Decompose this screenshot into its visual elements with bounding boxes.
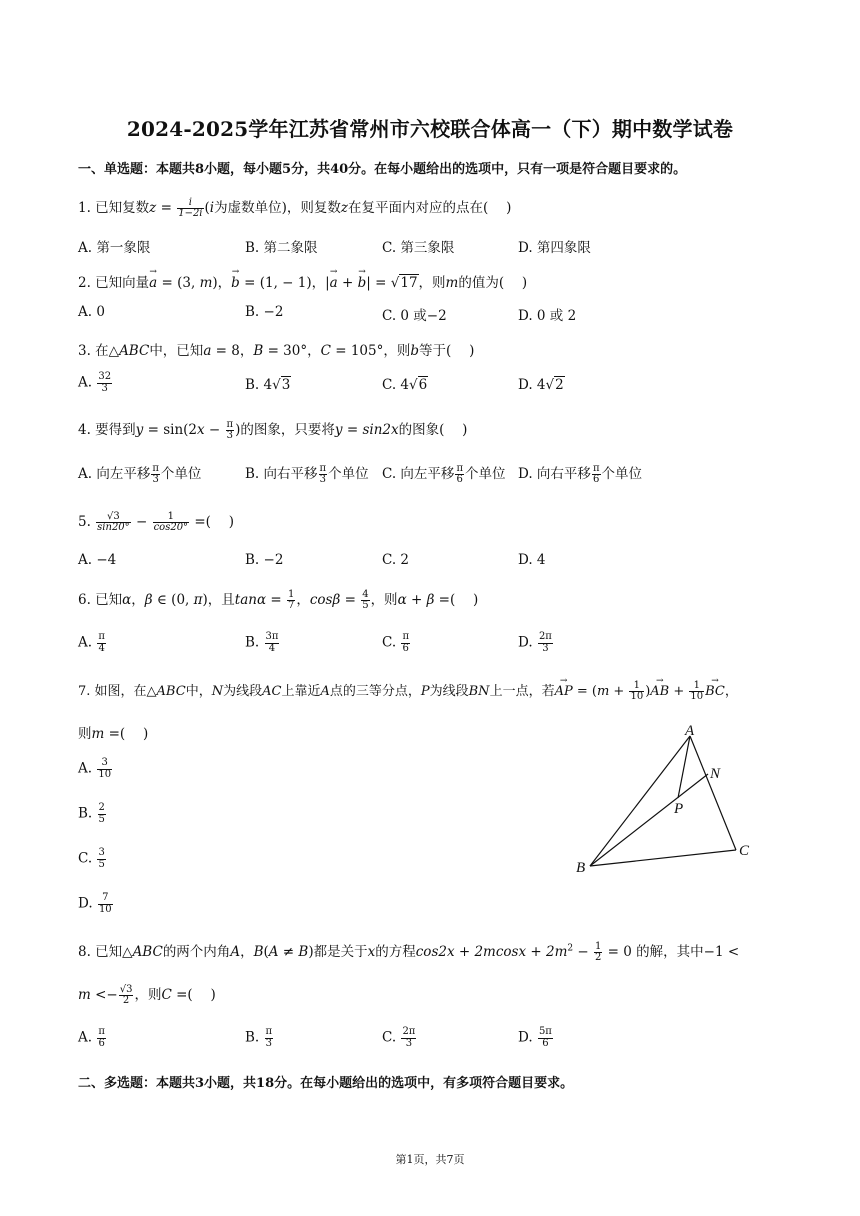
vector-b: → b: [358, 275, 367, 291]
q8-text: (: [263, 944, 269, 960]
frac-num: 1: [689, 681, 704, 693]
frac-den: 4: [98, 642, 105, 654]
frac-den: 5: [98, 813, 105, 825]
section-single-choice-header: 一、单选题：本题共8小题，每小题5分，共40分。在每小题给出的选项中，只有一项是符合题目要求的。: [78, 162, 687, 177]
option-label: D. 向右平移: [518, 466, 591, 482]
q8-var: A ≠ B: [268, 944, 309, 960]
q6-text: 6. 已知: [78, 592, 123, 608]
option-sqrt: √2: [545, 377, 564, 393]
frac-num: √3: [119, 983, 133, 995]
q3-text: 3. 在△: [78, 343, 120, 359]
q1-text: 为虚数单位)，则复数: [214, 200, 341, 216]
q7-option-a[interactable]: [78, 758, 113, 780]
radicand: 17: [400, 275, 418, 291]
option-label: B. 4: [245, 377, 273, 393]
q2-option-a[interactable]: A. 0: [78, 304, 105, 320]
option-label: C. 4: [382, 377, 410, 393]
q6-var: α + β: [397, 592, 435, 608]
option-sqrt: √6: [409, 377, 428, 393]
q5-option-a[interactable]: A. −4: [78, 552, 117, 568]
q5-text: −: [131, 514, 152, 530]
q8-text: )都是关于: [308, 944, 368, 960]
option-label: D.: [518, 1029, 537, 1046]
q1-var: z: [340, 200, 349, 216]
q7-text: 上靠近: [281, 684, 321, 699]
option-fraction: [97, 632, 106, 654]
q6-text: ∈ (0,: [152, 592, 194, 608]
option-fraction: [455, 464, 464, 486]
q4-option-b[interactable]: [245, 462, 369, 486]
q1-text: 在复平面内对应的点在( ): [348, 200, 512, 216]
option-label: B. 向右平移: [245, 466, 318, 482]
option-fraction: [592, 464, 601, 486]
q3-text: = 30°，: [263, 343, 321, 359]
q1-option-b[interactable]: B. 第二象限: [245, 240, 318, 256]
q8-option-c[interactable]: [382, 1027, 417, 1049]
option-label: A.: [78, 760, 97, 777]
frac-den: 6: [542, 1037, 549, 1049]
frac-num: 3π: [265, 631, 279, 642]
q3-option-b[interactable]: [245, 377, 291, 393]
vector-ap: → AP: [555, 684, 573, 699]
segment-ac: [690, 736, 736, 850]
q5-fraction: [153, 512, 189, 534]
q6-option-a[interactable]: [78, 632, 107, 654]
q2-text: 2. 已知向量: [78, 275, 150, 291]
frac-den: 4: [268, 642, 276, 654]
q1-option-c[interactable]: C. 第三象限: [382, 240, 455, 256]
q3-text: 等于( ): [419, 343, 475, 359]
frac-den: 10: [690, 691, 704, 702]
option-sqrt: √3: [272, 377, 291, 393]
q4-text: −: [204, 422, 225, 438]
frac-den: 6: [593, 474, 600, 485]
q2-option-c[interactable]: C. 0 或−2: [382, 308, 447, 324]
q8-var: B: [253, 944, 264, 960]
frac-num: 5π: [538, 1026, 552, 1037]
frac-num: 2: [98, 802, 105, 813]
frac-num: π: [98, 631, 105, 642]
option-label: C.: [78, 850, 97, 867]
q4-fraction: [226, 420, 235, 442]
vector-b: → b: [231, 275, 240, 291]
option-label: A.: [78, 1029, 97, 1046]
q6-text: )，且: [202, 592, 235, 608]
frac-den: 3: [226, 430, 234, 441]
q3-option-c[interactable]: [382, 377, 428, 393]
frac-num: π: [319, 462, 327, 474]
frac-den: 5: [98, 858, 105, 870]
q2-text: +: [337, 275, 358, 291]
radicand: 2: [555, 377, 564, 393]
frac-num: 32: [98, 371, 112, 382]
q8-text: = 0 的解，其中−1 <: [603, 944, 740, 960]
q5-text: =( ): [190, 514, 234, 530]
q8-option-d[interactable]: [518, 1027, 554, 1049]
q8-fraction: [119, 985, 134, 1007]
q5-option-d[interactable]: D. 4: [518, 552, 546, 568]
vector-a: → a: [149, 275, 157, 291]
question-6: [78, 588, 478, 612]
q8-text: 8. 已知△: [78, 944, 133, 960]
frac-den: 3: [405, 1037, 413, 1049]
option-fraction: [538, 1027, 553, 1049]
q1-option-a[interactable]: A. 第一象限: [78, 240, 151, 256]
q6-var: cosβ: [309, 592, 341, 608]
q4-text: 4. 要得到: [78, 422, 136, 438]
q6-var: α: [122, 592, 132, 608]
q7-text: +: [609, 684, 629, 699]
q4-text: )的图象，只要将: [235, 422, 335, 438]
option-fraction: [265, 632, 280, 654]
q2-option-b[interactable]: B. −2: [245, 304, 284, 320]
triangle-figure: [560, 720, 770, 880]
q5-text: 5.: [78, 514, 96, 530]
q4-var: y: [135, 422, 144, 438]
q1-fraction: [177, 198, 203, 220]
q1-option-d[interactable]: D. 第四象限: [518, 240, 591, 256]
label-a: A: [685, 723, 695, 739]
frac-den: 5: [362, 600, 369, 611]
q6-text: ，则: [370, 592, 398, 608]
q7-var: m: [596, 684, 610, 699]
q7-fraction: [629, 681, 644, 703]
q4-var: sin2x: [362, 422, 399, 438]
q7-option-d[interactable]: [78, 893, 114, 915]
q8-equation: cos2x + 2mcosx + 2m: [415, 944, 568, 960]
q1-var: z: [149, 200, 157, 216]
q8-text: <−: [90, 987, 118, 1003]
label-b: B: [576, 860, 586, 876]
q2-text: ，则: [418, 275, 446, 291]
q6-option-c[interactable]: [382, 632, 411, 654]
q7-var: BN: [468, 684, 490, 699]
frac-num: i: [177, 198, 203, 210]
q6-fraction: [287, 590, 295, 612]
q7-text: 为线段: [429, 684, 469, 699]
frac-den: 10: [630, 691, 644, 702]
q2-text: )，: [212, 275, 232, 291]
q2-var: m: [199, 275, 213, 291]
question-8-line-2: [78, 983, 216, 1007]
q1-text: 1. 已知复数: [78, 200, 150, 216]
option-fraction: [319, 464, 328, 486]
q4-var: x: [197, 422, 205, 438]
option-label: D.: [78, 895, 97, 912]
q7-option-b[interactable]: [78, 803, 107, 825]
question-3: [78, 339, 474, 359]
frac-num: 1: [287, 588, 295, 600]
option-text: 个单位: [160, 466, 202, 482]
q6-text: =( ): [434, 592, 479, 608]
option-fraction: [97, 372, 112, 394]
q4-option-d[interactable]: [518, 462, 642, 486]
q8-text: −: [573, 944, 594, 960]
frac-num: π: [402, 631, 410, 642]
q8-var: m: [78, 987, 91, 1003]
q7-fraction: [689, 681, 704, 703]
q8-text: =( ): [171, 987, 216, 1003]
frac-den: 3: [265, 1037, 272, 1049]
vector-bc: → BC: [705, 684, 725, 699]
q6-fraction: [361, 590, 369, 612]
frac-den: 10: [98, 903, 112, 915]
q8-text: ，则: [134, 987, 162, 1003]
q7-text: =( ): [104, 726, 149, 742]
option-fraction: [97, 1027, 106, 1049]
frac-den: 6: [402, 642, 409, 654]
q3-option-d[interactable]: [518, 377, 565, 393]
question-4: [78, 418, 467, 442]
frac-num: 3: [98, 847, 105, 858]
frac-den: 2: [122, 995, 130, 1006]
q3-text: = 105°，则: [330, 343, 411, 359]
frac-den: 3: [152, 474, 159, 485]
q7-var: ABC: [156, 684, 186, 699]
q8-var: ABC: [132, 944, 163, 960]
question-7: [78, 680, 738, 703]
q1-text: =: [156, 200, 177, 216]
option-fraction: [98, 803, 106, 825]
sqrt-17: √17: [390, 275, 418, 291]
label-p: P: [674, 801, 684, 817]
q6-text: =: [340, 592, 361, 608]
q6-option-d[interactable]: [518, 632, 554, 654]
q7-option-c[interactable]: [78, 848, 107, 870]
frac-num: 1: [629, 681, 644, 693]
frac-den: 2: [595, 952, 602, 963]
q5-option-c[interactable]: C. 2: [382, 552, 410, 568]
q6-var: tanα: [234, 592, 267, 608]
option-fraction: [97, 758, 112, 780]
q8-option-b[interactable]: [245, 1027, 274, 1049]
option-fraction: [265, 1027, 274, 1049]
question-5: [78, 510, 234, 534]
q8-text: 的两个内角: [162, 944, 231, 960]
q5-fraction: [96, 512, 131, 534]
option-label: D. 4: [518, 377, 546, 393]
q6-var: β: [144, 592, 153, 608]
q4-text: 的图象( ): [398, 422, 468, 438]
q7-text: 点的三等分点，: [329, 684, 421, 699]
option-fraction: [538, 632, 553, 654]
q6-option-b[interactable]: [245, 632, 280, 654]
option-label: C.: [382, 1029, 401, 1046]
q8-exponent: 2: [567, 943, 574, 954]
option-text: 个单位: [601, 466, 643, 482]
q6-text: ，: [131, 592, 145, 608]
question-8: [78, 940, 739, 964]
q1-var: i: [209, 200, 215, 216]
frac-num: 1: [153, 512, 189, 524]
frac-den: 7: [287, 600, 295, 611]
frac-den: 6: [456, 474, 463, 485]
q2-var: m: [445, 275, 459, 291]
option-label: A.: [78, 634, 97, 651]
q4-text: =: [342, 422, 363, 438]
q8-var: C: [161, 987, 172, 1003]
q4-option-a[interactable]: [78, 462, 201, 486]
q7-var: AC: [262, 684, 282, 699]
segment-bn: [590, 774, 708, 866]
q1-text: (: [204, 200, 210, 216]
q7-var: N: [211, 684, 224, 699]
option-label: A.: [78, 374, 97, 391]
option-text: 个单位: [328, 466, 369, 482]
label-n: N: [710, 766, 721, 782]
q7-text: 7. 如图，在△: [78, 684, 157, 699]
q8-var: A: [230, 944, 241, 960]
option-label: B.: [78, 805, 97, 822]
q3-var: a: [203, 343, 212, 359]
option-fraction: [97, 848, 105, 870]
q6-var: π: [193, 592, 203, 608]
q2-text: = (1, − 1)，|: [239, 275, 330, 291]
frac-den: cos20°: [153, 522, 189, 533]
option-label: C.: [382, 634, 401, 651]
q3-var: C: [320, 343, 331, 359]
frac-num: π: [152, 462, 159, 474]
q8-var: x: [367, 944, 376, 960]
q2-text: | =: [366, 275, 391, 291]
frac-num: 2π: [538, 631, 552, 642]
frac-num: 7: [98, 893, 113, 905]
q6-text: =: [266, 592, 286, 608]
frac-num: π: [98, 1026, 105, 1037]
q7-text: 上一点，若: [489, 684, 555, 699]
frac-den: sin20°: [97, 522, 130, 533]
q4-text: = sin(2: [143, 422, 198, 438]
option-label: C. 向左平移: [382, 466, 455, 482]
question-2: [78, 271, 527, 291]
q7-text: ，: [724, 684, 738, 699]
q7-text: +: [669, 684, 689, 699]
frac-num: √3: [96, 512, 131, 524]
q7-text: = (: [572, 684, 597, 699]
option-fraction: [151, 464, 160, 486]
option-label: A. 向左平移: [78, 466, 151, 482]
q4-option-c[interactable]: [382, 462, 506, 486]
q7-var: A: [320, 684, 330, 699]
frac-den: 3: [542, 642, 549, 654]
option-text: 个单位: [465, 466, 506, 482]
label-c: C: [739, 843, 750, 859]
q8-fraction: [594, 942, 602, 964]
q8-option-a[interactable]: [78, 1027, 107, 1049]
frac-num: π: [226, 418, 234, 430]
q6-text: ，: [296, 592, 310, 608]
option-fraction: [98, 893, 113, 915]
section-multi-choice-header: 二、多选题：本题共3小题，共18分。在每小题给出的选项中，有多项符合题目要求。: [78, 1076, 574, 1091]
q8-text: 的方程: [375, 944, 416, 960]
option-fraction: [401, 1027, 416, 1049]
q3-var: ABC: [119, 343, 150, 359]
option-fraction: [401, 632, 410, 654]
q2-text: = (3,: [157, 275, 200, 291]
page-footer: 第1页，共7页: [395, 1153, 465, 1166]
frac-den: 10: [98, 768, 112, 780]
q7-text: ): [645, 684, 651, 699]
radicand: 6: [418, 377, 428, 393]
question-1: [78, 196, 511, 220]
option-label: B.: [245, 634, 264, 651]
q7-text: 则: [78, 726, 92, 742]
segment-bc: [590, 850, 736, 866]
frac-num: 4: [362, 588, 369, 600]
q4-var: y: [334, 422, 343, 438]
q3-var: b: [410, 343, 420, 359]
q3-option-a[interactable]: [78, 372, 113, 394]
option-label: D.: [518, 634, 537, 651]
frac-num: π: [592, 462, 600, 474]
q2-text: 的值为( ): [458, 275, 528, 291]
q3-var: B: [253, 343, 264, 359]
frac-den: 3: [101, 382, 108, 394]
vector-a: → a: [330, 275, 338, 291]
question-7-line-2: [78, 722, 148, 742]
frac-den: 3: [319, 474, 326, 485]
radicand: 3: [281, 377, 291, 393]
q2-option-d[interactable]: D. 0 或 2: [518, 308, 577, 324]
frac-den: 1−2i: [178, 208, 203, 219]
q7-var: m: [91, 726, 105, 742]
frac-num: π: [456, 462, 464, 474]
q7-var: P: [420, 684, 430, 699]
q3-text: 中，已知: [149, 343, 204, 359]
page-title: 2024-2025学年江苏省常州市六校联合体高一（下）期中数学试卷: [126, 117, 734, 141]
frac-num: 1: [595, 940, 602, 952]
option-label: B.: [245, 1029, 264, 1046]
q3-text: = 8，: [211, 343, 254, 359]
q5-option-b[interactable]: B. −2: [245, 552, 284, 568]
q7-text: 为线段: [223, 684, 263, 699]
q8-text: ，: [240, 944, 254, 960]
frac-den: 6: [98, 1037, 105, 1049]
vector-ab: → AB: [650, 684, 669, 699]
q7-text: 中，: [185, 684, 212, 699]
frac-num: π: [265, 1026, 273, 1037]
frac-num: 2π: [402, 1026, 416, 1037]
frac-num: 3: [97, 758, 112, 770]
